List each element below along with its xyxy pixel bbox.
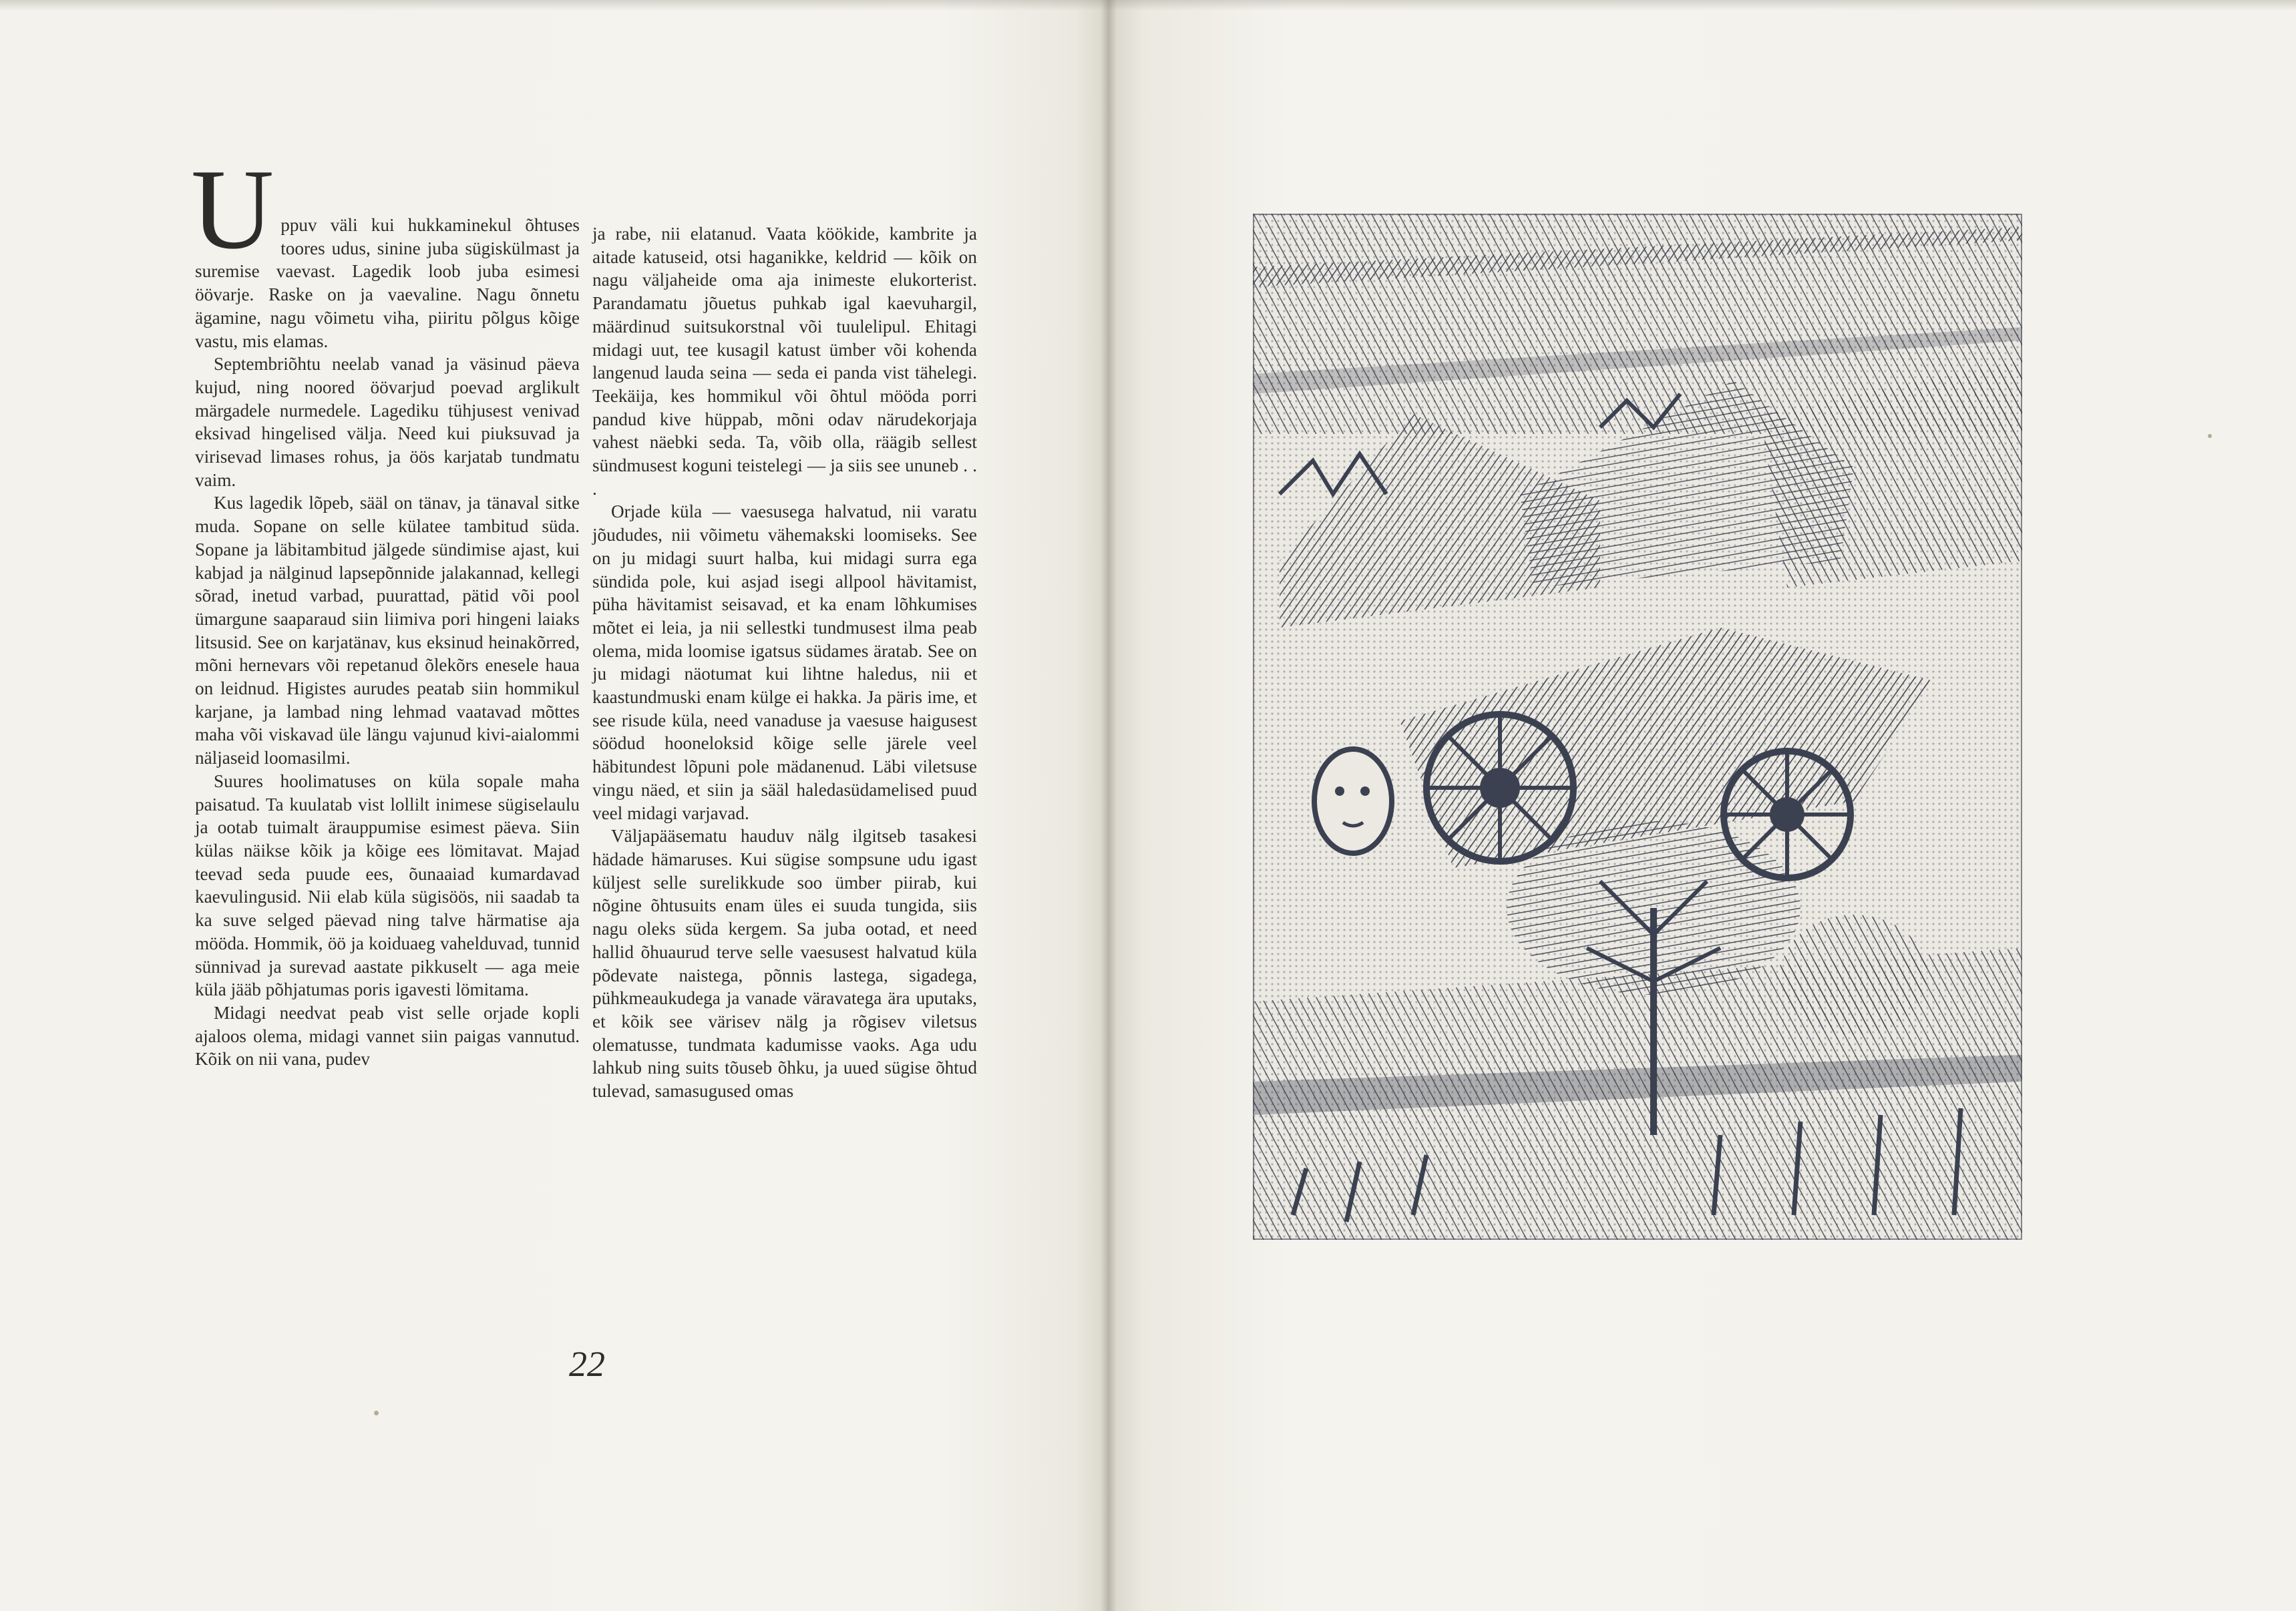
- paragraph: ja rabe, nii elatanud. Vaata köökide, kambrite ja aitade katuseid, otsi haganikke, keldrid — kõik on nagu väljaheide oma aja inimeste elukorterist. Parandamatu jõuetus puhkab igal kaevuhargil, määrdinud suitsukorstnal või tuulelipul. Ehitagi midagi uut, tee kusagil katust ümber või kohenda langenud lauda seina — seda ei panda vist tähelegi. Teekäija, kes hommikul või õhtul mööda porri pandud kive hüppab, mõni odav närudekorjaja vahest näebki seda. Ta, võib olla, räägib sellest sündmusest koguni teistelegi — ja siis see ununeb . . .: [592, 224, 977, 499]
- village-etching-illustration-icon: [1253, 214, 2022, 1240]
- paragraph: Suures hoolimatuses on küla sopale maha paisatud. Ta kuulatab vist lollilt inimese sügiselaulu ja ootab tuimalt ärauppumise esimest päeva. Siin külas näikse kõik ja kõige ees lömitavat. Majad teevad seda puude ees, õunaaiad kumardavad kaevulingusid. Nii elab küla sügisöös, nii saadab ta ka suve selged päevad ning talve härmatise aja mööda. Hommik, öö ja koiduaeg vahelduvad, tunnid sünnivad ja surevad aastate pikkuselt — aga meie küla jääb põhjatumas poris igavesti lömitama.: [195, 770, 580, 1000]
- paper-speck: [374, 1411, 379, 1415]
- drop-cap: U: [191, 146, 274, 273]
- text-column-2: [592, 222, 977, 1103]
- book-gutter: [1101, 0, 1117, 1611]
- paragraph: [191, 146, 580, 353]
- paragraph-text: ppuv väli kui hukkaminekul õhtuses toores udus, sinine juba sügiskülmast ja suremise vaevast. Lagedik loob juba esimesi öövarje. Raske on ja vaevaline. Nagu õnnetu ägamine, nagu võimetu viha, piiritu põlgus kõige vastu, mis elamas.: [195, 215, 580, 351]
- paragraph: Septembriõhtu neelab vanad ja väsinud päeva kujud, ning noored öövarjud poevad arglikult märgadele nurmedele. Lagediku tühjusest venivad eksivad hingelised välja. Need kui piuksuvad ja virisevad limases rohus, ja öös karjatab tundmatu vaim.: [195, 354, 580, 490]
- paper-speck: [2208, 434, 2212, 438]
- page-number: 22: [569, 1344, 605, 1384]
- etching-face: [1314, 749, 1392, 853]
- paragraph: Kus lagedik lõpeb, sääl on tänav, ja tänaval sitke muda. Sopane on selle külatee tambitud süda. Sopane ja läbitambitud jälgede sündimise ajast, kui kabjad ja nälginud lapsepõnnide jalakannad, kellegi sõrad, inetud varbad, puurattad, pätid või pool ümargune saaparaud siin liimiva pori hingeni laiaks litsusid. See on karjatänav, kus eksinud heinakõrred, mõni hernevars või repetanud õlekõrs enesele haua on leidnud. Higistes aurudes peatab siin hommikul karjane, ja lambad ning lehmad vaatavad mõttes maha või viskavad üle längu vajunud kivi-aialommi näljaseid loomasilmi.: [195, 493, 580, 768]
- page-top-shadow: [0, 0, 2296, 11]
- paragraph: Väljapääsematu hauduv nälg ilgitseb tasakesi hädade hämaruses. Kui sügise sompsune udu igast küljest selle surelikkude soo ümber piirab, kui nõgine õhtusuits enam üles ei suuda tungida, siis nagu oleks süda kergem. Sa juba ootad, et need hallid õhuaurud terve selle vaesusest halvatud küla põdevate naistega, põnnis lastega, sigadega, pühkmeaukudega ja vanade väravatega ära uputaks, et kõik see värisev nälg ja rõgisev viletsus olematusse, tundmata kadumisse vaoks. Aga udu lahkub ning suits tõuseb õhku, ja uued sügise õhtud tulevad, samasugused omas: [592, 826, 977, 1102]
- paragraph: Orjade küla — vaesusega halvatud, nii varatu jõududes, nii võimetu vähemakski loomiseks. See on ju midagi suurt halba, kui midagi surra ega sündida pole, kui asjad isegi allpool hävitamist, püha hävitamist seisavad, et ka enam lõhkumises mõtet ei leia, ja nii sellestki tundmusest ilma peab olema, mida loomise igatsus südames äratab. See on ju midagi näotumat kui lihtne haledus, nii et kaastundmuski enam külge ei hakka. Ja päris ime, et see risude küla, need vanaduse ja vaesuse haigusest söödud hooneloksid kõige selle järele veel häbitundest lõpuni pole mädanenud. Läbi viletsuse vingu näed, et siin ja sääl haledasüdamelised puud veel midagi varjavad.: [592, 501, 977, 823]
- left-page: [0, 0, 1109, 1611]
- paragraph: Midagi needvat peab vist selle orjade kopli ajaloos olema, midagi vannet siin paigas vannutud. Kõik on nii vana, pudev: [195, 1002, 580, 1070]
- text-column-1: [191, 146, 580, 1071]
